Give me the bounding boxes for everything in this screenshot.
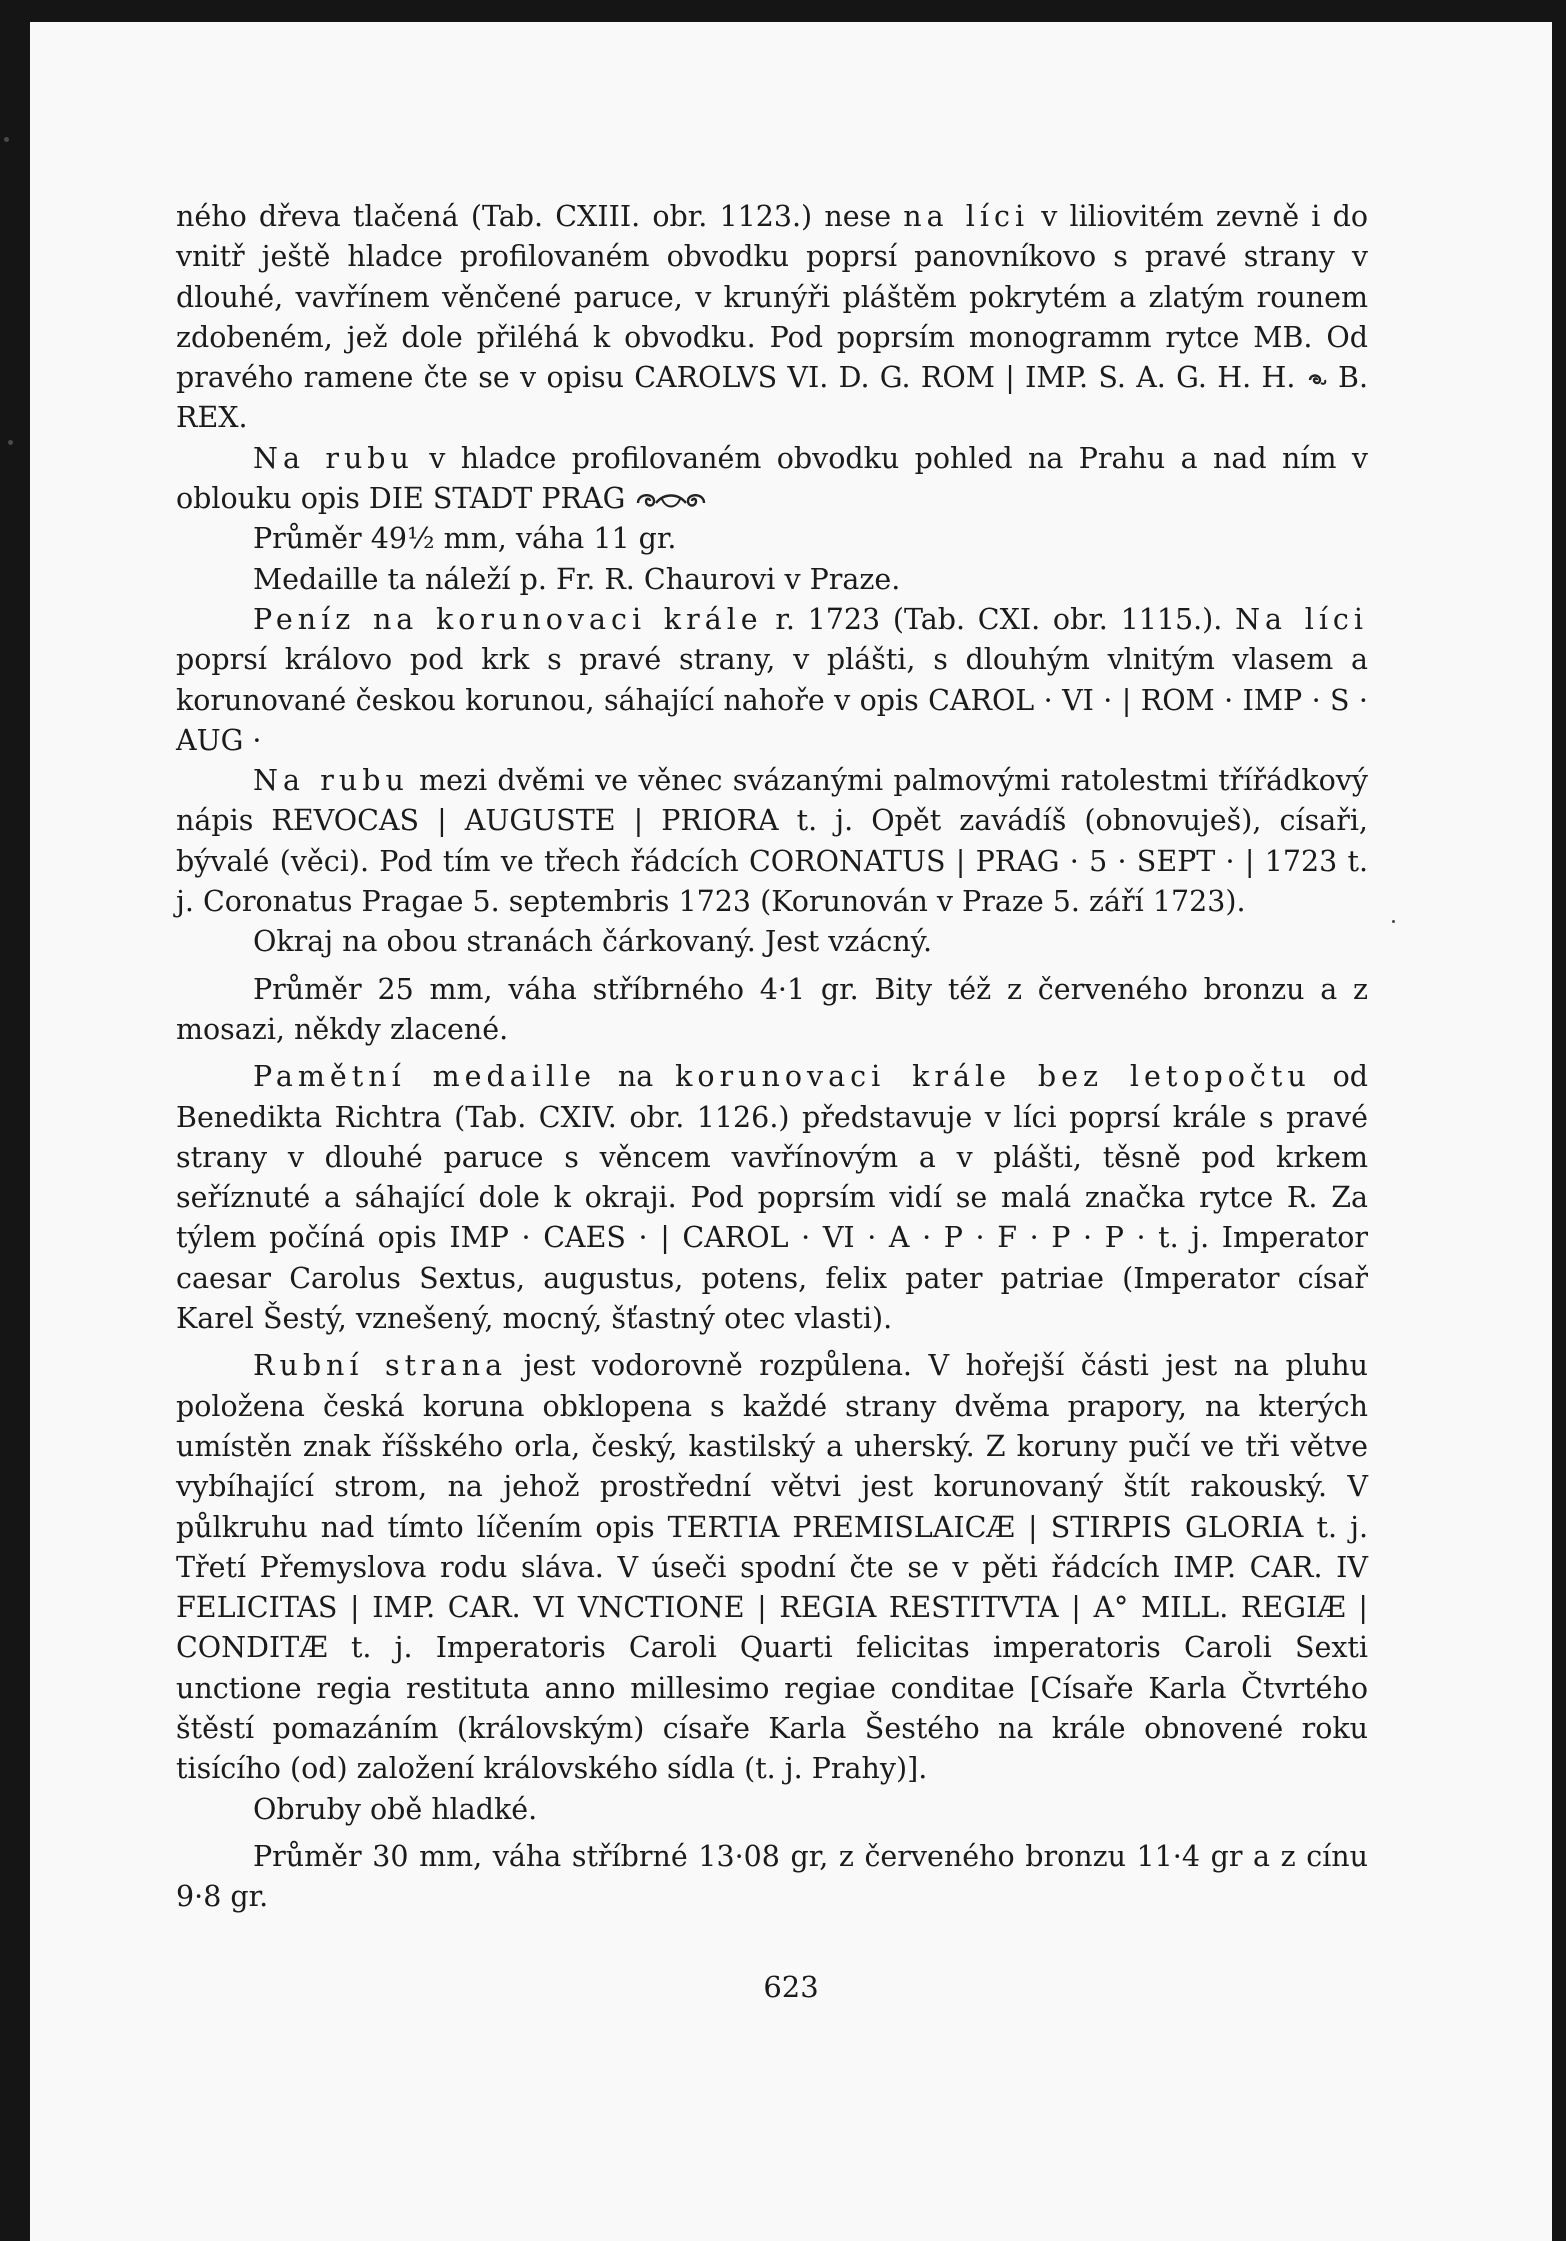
spaced-emphasis: Na rubu xyxy=(253,441,414,475)
scan-speck xyxy=(1392,920,1395,923)
spaced-emphasis: Peníz na korunovaci krále xyxy=(253,602,763,636)
paragraph xyxy=(176,1837,1368,1918)
text-run: jest vodorovně rozpůlena. V hořejší části jest na pluhu položena česká koruna obklopena s každé strany dvěma prapory, na kterých umístěn znak říšského orla, český, kastilský a uherský. Z koruny pučí ve tři větve vybíhající strom, na jehož prostřední větvi jest korunovaný štít rakouský. V půlkruhu nad tímto líčením opis TERTIA PREMISLAICÆ | STIRPIS GLORIA t. j. Třetí Přemyslova rodu sláva. V úseči spodní čte se v pěti řádcích IMP. CAR. IV FELICITAS | IMP. CAR. VI VNCTIONE | REGIA RESTITVTA | A° MILL. REGIÆ | CONDITÆ t. j. Imperatoris Caroli Quarti felicitas imperatoris Caroli Sexti unctione regia restituta anno millesimo regiae conditae [Císaře Karla Čtvrtého štěstí pomazáním (královským) císaře Karla Šestého na krále obnovené roku tisícího (od) založení královského sídla (t. j. Prahy)]. xyxy=(176,1349,1368,1786)
scan-speck xyxy=(8,440,13,445)
paragraph xyxy=(176,761,1368,922)
paragraph xyxy=(176,1346,1368,1789)
text-run: v hladce profilovaném obvodku pohled na Prahu a nad ním v oblouku opis DIE STADT PRAG xyxy=(176,441,1368,516)
paragraph xyxy=(176,519,1368,559)
text-run: Okraj na obou stranách čárkovaný. Jest vzácný. xyxy=(253,925,933,959)
paragraph xyxy=(176,600,1368,761)
ornament-scroll-icon xyxy=(634,489,708,513)
spaced-emphasis: na líci xyxy=(903,200,1030,233)
paragraph xyxy=(176,970,1368,1051)
paragraph xyxy=(176,439,1368,520)
paragraph xyxy=(176,560,1368,600)
text-run: v liliovitém zevně i do vnitř ještě hladce profilovaném obvodku poprsí panovníkovo s pravé strany v dlouhé, vavřínem věnčené paruce, v krunýři pláštěm pokrytém a zlatým rounem zdobeném, jež dole přiléhá k obvodku. Pod poprsím monogramm rytce MB. Od pravého ramene čte se v opisu CAROLVS VI. D. G. ROM | IMP. S. A. G. H. H. xyxy=(176,200,1368,395)
spaced-emphasis: Na rubu xyxy=(253,764,409,798)
text-run: poprsí královo pod krk s pravé strany, v plášti, s dlouhým vlnitým vlasem a korunované českou korunou, sáhající nahoře v opis CAROL · VI · | ROM · IMP · S · AUG · xyxy=(176,643,1368,757)
text-run: Obruby obě hladké. xyxy=(253,1792,538,1826)
page-number: 623 xyxy=(763,1970,819,2004)
text-run: Medaille ta náleží p. Fr. R. Chaurovi v Praze. xyxy=(253,562,901,596)
spaced-emphasis: korunovaci krále bez letopočtu xyxy=(675,1060,1311,1094)
book-page xyxy=(30,22,1552,2241)
spaced-emphasis: Pamětní medaille xyxy=(253,1060,596,1094)
paragraph xyxy=(176,197,1368,439)
scan-speck xyxy=(4,137,9,142)
spaced-emphasis: Na líci xyxy=(1235,602,1369,636)
text-run: Průměr 49½ mm, váha 11 gr. xyxy=(253,522,677,556)
ornament-small-icon xyxy=(1306,371,1328,389)
text-run: ného dřeva tlačená (Tab. CXIII. obr. 1123.) nese xyxy=(176,200,904,233)
text-run: mezi dvěmi ve věnec svázanými palmovými ratolestmi třířádkový nápis REVOCAS | AUGUSTE | PRIORA t. j. Opět zavádíš (obnovuješ), císaři, bývalé (věci). Pod tím ve třech řádcích CORONATUS | PRAG · 5 · SEPT · | 1723 t. j. Coronatus Pragae 5. septembris 1723 (Korunován v Praze 5. září 1723). xyxy=(176,764,1368,919)
text-run: r. 1723 (Tab. CXI. obr. 1115.). xyxy=(762,602,1236,636)
text-run: Průměr 25 mm, váha stříbrného 4·1 gr. Bity též z červeného bronzu a z mosazi, někdy zlacené. xyxy=(176,972,1368,1046)
spaced-emphasis: Rubní strana xyxy=(253,1349,508,1383)
paragraph xyxy=(176,1790,1368,1830)
paragraph xyxy=(176,922,1368,962)
body-text xyxy=(176,197,1368,1917)
paragraph xyxy=(176,1057,1368,1339)
text-run: od Benedikta Richtra (Tab. CXIV. obr. 1126.) představuje v líci poprsí krále s pravé strany v dlouhé paruce s věncem vavřínovým a v plášti, těsně pod krkem seříznuté a sáhající dole k okraji. Pod poprsím vidí se malá značka rytce R. Za týlem počíná opis IMP · CAES · | CAROL · VI · A · P · F · P · P · t. j. Imperator caesar Carolus Sextus, augustus, potens, felix pater patriae (Imperator císař Karel Šestý, vznešený, mocný, šťastný otec vlasti). xyxy=(176,1060,1368,1336)
text-run: Průměr 30 mm, váha stříbrné 13·08 gr, z červeného bronzu 11·4 gr a z cínu 9·8 gr. xyxy=(176,1839,1368,1914)
text-run: B. REX. xyxy=(176,361,1369,435)
text-run: na xyxy=(595,1060,676,1094)
